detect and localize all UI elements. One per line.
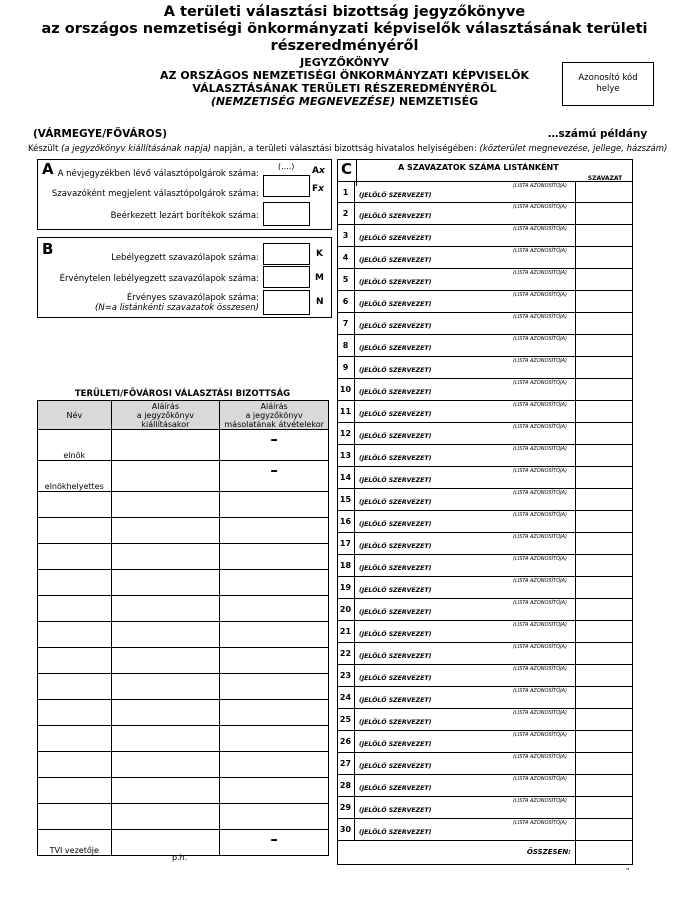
main-title-line: A területi választási bizottság jegyzőkönyve	[163, 4, 526, 20]
signature-issue-cell[interactable]	[111, 492, 220, 518]
vote-count-field[interactable]	[575, 401, 633, 423]
made-line	[28, 144, 667, 154]
committee-row	[38, 752, 329, 778]
vote-count-field[interactable]	[575, 533, 633, 555]
list-id-placeholder[interactable]: (LISTA AZONOSÍTÓJA)	[513, 248, 567, 254]
list-id-placeholder[interactable]: (LISTA AZONOSÍTÓJA)	[513, 710, 567, 716]
list-row-number: 15	[337, 489, 355, 511]
vote-count-field[interactable]	[575, 423, 633, 445]
committee-role	[38, 752, 112, 778]
code-f	[312, 184, 324, 194]
id-code-label: Azonosító kód	[578, 73, 638, 83]
nominating-org-placeholder[interactable]: (JELÖLŐ SZERVEZET)	[359, 653, 432, 660]
committee-row	[38, 804, 329, 830]
committee-row	[38, 461, 329, 492]
vote-count-field[interactable]	[575, 445, 633, 467]
nominating-org-placeholder[interactable]: (JELÖLŐ SZERVEZET)	[359, 609, 432, 616]
valid-ballots-label: Érvényes szavazólapok száma:	[126, 293, 259, 303]
list-id-placeholder[interactable]: (LISTA AZONOSÍTÓJA)	[513, 468, 567, 474]
committee-role	[38, 492, 112, 518]
committee-role	[38, 622, 112, 648]
nominating-org-placeholder[interactable]: (JELÖLŐ SZERVEZET)	[359, 279, 432, 286]
valid-ballots-field[interactable]	[263, 290, 310, 315]
committee-role	[38, 778, 112, 804]
nominating-org-placeholder[interactable]: (JELÖLŐ SZERVEZET)	[359, 389, 432, 396]
committee-role	[38, 596, 112, 622]
list-row-number: 26	[337, 731, 355, 753]
committee-title: TERÜLETI/FŐVÁROSI VÁLASZTÁSI BIZOTTSÁG	[74, 389, 291, 399]
committee-role	[38, 726, 112, 752]
list-row	[337, 379, 633, 401]
county-label: (VÁRMEGYE/FŐVÁROS)	[33, 128, 168, 140]
signature-issue-cell[interactable]	[111, 518, 220, 544]
list-row-number: 10	[337, 379, 355, 401]
section-a	[37, 159, 332, 230]
list-row-number: 25	[337, 709, 355, 731]
nationality-suffix: NEMZETISÉG	[395, 95, 479, 108]
vote-count-field[interactable]	[575, 775, 633, 797]
nominating-org-placeholder[interactable]: (JELÖLŐ SZERVEZET)	[359, 521, 432, 528]
list-row-number: 24	[337, 687, 355, 709]
signature-issue-cell[interactable]	[111, 804, 220, 830]
list-row-number: 14	[337, 467, 355, 489]
list-row-number: 17	[337, 533, 355, 555]
committee-header-signature-receipt: Aláírás a jegyzőkönyv másolatának átvételekor	[220, 401, 329, 430]
signature-receipt-cell[interactable]	[220, 596, 329, 622]
committee-row	[38, 570, 329, 596]
nominating-org-placeholder[interactable]: (JELÖLŐ SZERVEZET)	[359, 213, 432, 220]
committee-role: elnökhelyettes	[38, 461, 112, 492]
list-row	[337, 797, 633, 819]
signature-receipt-cell[interactable]	[220, 518, 329, 544]
vote-count-field[interactable]	[575, 577, 633, 599]
code-a-letter: A	[312, 166, 319, 176]
voters-appeared-field[interactable]	[263, 175, 310, 197]
list-id-placeholder[interactable]: (LISTA AZONOSÍTÓJA)	[513, 314, 567, 320]
sub-title-line: JEGYZŐKÖNYV	[300, 56, 389, 69]
committee-role	[38, 700, 112, 726]
list-row-number: 7	[337, 313, 355, 335]
list-row	[337, 489, 633, 511]
list-id-placeholder[interactable]: (LISTA AZONOSÍTÓJA)	[513, 732, 567, 738]
list-row-number: 11	[337, 401, 355, 423]
signature-receipt-cell[interactable]	[220, 830, 329, 856]
list-id-placeholder[interactable]: (LISTA AZONOSÍTÓJA)	[513, 776, 567, 782]
total-field[interactable]	[575, 841, 633, 865]
vote-count-field[interactable]	[575, 291, 633, 313]
nominating-org-placeholder[interactable]: (JELÖLŐ SZERVEZET)	[359, 301, 432, 308]
nominating-org-placeholder[interactable]: (JELÖLŐ SZERVEZET)	[359, 587, 432, 594]
signature-receipt-cell[interactable]	[220, 674, 329, 700]
list-row-number: 30	[337, 819, 355, 841]
vote-count-field[interactable]	[575, 511, 633, 533]
vote-count-field[interactable]	[575, 731, 633, 753]
committee-role	[38, 648, 112, 674]
vote-count-field[interactable]	[575, 489, 633, 511]
list-id-placeholder[interactable]: (LISTA AZONOSÍTÓJA)	[513, 644, 567, 650]
committee-table	[37, 400, 329, 856]
ph-label: p.h.	[172, 853, 188, 862]
vote-count-field[interactable]	[575, 687, 633, 709]
list-row	[337, 467, 633, 489]
nominating-org-placeholder[interactable]: (JELÖLŐ SZERVEZET)	[359, 631, 432, 638]
list-row	[337, 357, 633, 379]
vote-header: SZAVAZAT	[587, 175, 623, 182]
list-row-number: 22	[337, 643, 355, 665]
nominating-org-placeholder[interactable]: (JELÖLŐ SZERVEZET)	[359, 323, 432, 330]
list-row-number: 21	[337, 621, 355, 643]
stamped-ballots-field[interactable]	[263, 243, 310, 265]
nominating-org-placeholder[interactable]: (JELÖLŐ SZERVEZET)	[359, 741, 432, 748]
vote-count-field[interactable]	[575, 379, 633, 401]
signature-receipt-cell[interactable]	[220, 570, 329, 596]
committee-row	[38, 518, 329, 544]
committee-role	[38, 518, 112, 544]
list-id-placeholder[interactable]: (LISTA AZONOSÍTÓJA)	[513, 358, 567, 364]
committee-row	[38, 648, 329, 674]
list-row	[337, 181, 633, 203]
sub-title-line: AZ ORSZÁGOS NEMZETISÉGI ÖNKORMÁNYZATI KÉPVISELŐK	[160, 69, 529, 82]
id-code-label: helye	[596, 84, 620, 94]
nominating-org-placeholder[interactable]: (JELÖLŐ SZERVEZET)	[359, 345, 432, 352]
vote-count-field[interactable]	[575, 357, 633, 379]
made-place-placeholder: (közterület megnevezése, jellege, házszám)	[479, 144, 668, 154]
signature-receipt-cell[interactable]	[220, 622, 329, 648]
list-id-placeholder[interactable]: (LISTA AZONOSÍTÓJA)	[513, 380, 567, 386]
list-row	[337, 203, 633, 225]
vote-count-field[interactable]	[575, 182, 633, 204]
list-id-placeholder[interactable]: (LISTA AZONOSÍTÓJA)	[513, 820, 567, 826]
list-row-number: 3	[337, 225, 355, 247]
signature-receipt-cell[interactable]	[220, 752, 329, 778]
signature-receipt-cell[interactable]	[220, 804, 329, 830]
signature-issue-cell[interactable]	[111, 778, 220, 804]
list-id-placeholder[interactable]: (LISTA AZONOSÍTÓJA)	[513, 798, 567, 804]
signature-issue-cell[interactable]	[111, 752, 220, 778]
nominating-org-placeholder[interactable]: (JELÖLŐ SZERVEZET)	[359, 411, 432, 418]
main-title	[0, 4, 689, 55]
signature-issue-cell[interactable]	[111, 674, 220, 700]
list-row	[337, 753, 633, 775]
list-id-placeholder[interactable]: (LISTA AZONOSÍTÓJA)	[513, 754, 567, 760]
list-row-number: 16	[337, 511, 355, 533]
vote-count-field[interactable]	[575, 665, 633, 687]
section-c-letter: C	[341, 160, 353, 178]
code-a	[312, 166, 325, 176]
signature-receipt-cell[interactable]	[220, 544, 329, 570]
list-row	[337, 423, 633, 445]
list-row	[337, 335, 633, 357]
list-row	[337, 621, 633, 643]
sub-title-line: VÁLASZTÁSÁNAK TERÜLETI RÉSZEREDMÉNYÉRŐL	[192, 82, 497, 95]
committee-role: TVI vezetője	[38, 830, 112, 856]
vote-count-field[interactable]	[575, 753, 633, 775]
list-id-placeholder[interactable]: (LISTA AZONOSÍTÓJA)	[513, 556, 567, 562]
list-row	[337, 775, 633, 797]
nominating-org-placeholder[interactable]: (JELÖLŐ SZERVEZET)	[359, 499, 432, 506]
code-a-mark: x	[318, 166, 325, 176]
section-a-placeholder: (....)	[278, 162, 295, 171]
committee-row	[38, 596, 329, 622]
code-m: M	[315, 273, 324, 283]
committee-row	[38, 492, 329, 518]
vote-count-field[interactable]	[575, 819, 633, 841]
committee-row	[38, 778, 329, 804]
nominating-org-placeholder[interactable]: (JELÖLŐ SZERVEZET)	[359, 807, 432, 814]
list-row	[337, 269, 633, 291]
valid-ballots-note: (N=a listánkénti szavazatok összesen)	[95, 303, 259, 313]
list-id-placeholder[interactable]: (LISTA AZONOSÍTÓJA)	[513, 622, 567, 628]
list-id-placeholder[interactable]: (LISTA AZONOSÍTÓJA)	[513, 512, 567, 518]
copy-number-label: …számú példány	[548, 128, 648, 140]
nominating-org-placeholder[interactable]: (JELÖLŐ SZERVEZET)	[359, 477, 432, 484]
list-row-number: 27	[337, 753, 355, 775]
list-id-placeholder[interactable]: (LISTA AZONOSÍTÓJA)	[513, 292, 567, 298]
list-row	[337, 445, 633, 467]
made-prefix: Készült	[28, 144, 62, 154]
id-code-box	[562, 62, 654, 106]
list-row-number: 29	[337, 797, 355, 819]
vote-count-field[interactable]	[575, 709, 633, 731]
list-id-placeholder[interactable]: (LISTA AZONOSÍTÓJA)	[513, 578, 567, 584]
committee-row	[38, 430, 329, 461]
main-title-line: az országos nemzetiségi önkormányzati képviselők választásának területi	[41, 21, 648, 37]
nominating-org-placeholder[interactable]: (JELÖLŐ SZERVEZET)	[359, 565, 432, 572]
nominating-org-placeholder[interactable]: (JELÖLŐ SZERVEZET)	[359, 455, 432, 462]
code-f-letter: F	[312, 184, 319, 194]
list-row-number: 28	[337, 775, 355, 797]
list-id-placeholder[interactable]: (LISTA AZONOSÍTÓJA)	[513, 336, 567, 342]
committee-row	[38, 700, 329, 726]
nominating-org-placeholder[interactable]: (JELÖLŐ SZERVEZET)	[359, 543, 432, 550]
committee-role	[38, 804, 112, 830]
nominating-org-placeholder[interactable]: (JELÖLŐ SZERVEZET)	[359, 763, 432, 770]
code-n: N	[316, 297, 324, 307]
list-row-number: 8	[337, 335, 355, 357]
signature-issue-cell[interactable]	[111, 570, 220, 596]
committee-header-name: Név	[38, 401, 112, 430]
list-row	[337, 247, 633, 269]
signature-issue-cell[interactable]	[111, 461, 220, 492]
list-id-placeholder[interactable]: (LISTA AZONOSÍTÓJA)	[513, 402, 567, 408]
vote-count-field[interactable]	[575, 313, 633, 335]
nominating-org-placeholder[interactable]: (JELÖLŐ SZERVEZET)	[359, 257, 432, 264]
list-row-number: 4	[337, 247, 355, 269]
signature-issue-cell[interactable]	[111, 648, 220, 674]
signature-receipt-cell[interactable]	[220, 461, 329, 492]
registered-voters-label: A névjegyzékben lévő választópolgárok száma:	[57, 169, 259, 179]
list-id-placeholder[interactable]: (LISTA AZONOSÍTÓJA)	[513, 534, 567, 540]
list-row	[337, 731, 633, 753]
committee-role: elnök	[38, 430, 112, 461]
vote-count-field[interactable]	[575, 555, 633, 577]
signature-receipt-cell[interactable]	[220, 492, 329, 518]
list-row	[337, 643, 633, 665]
nominating-org-placeholder[interactable]: (JELÖLŐ SZERVEZET)	[359, 192, 432, 199]
list-row	[337, 665, 633, 687]
signature-receipt-cell[interactable]	[220, 778, 329, 804]
vote-count-field[interactable]	[575, 203, 633, 225]
invalid-ballots-field[interactable]	[263, 266, 310, 288]
vote-count-field[interactable]	[575, 269, 633, 291]
not-applicable-dash: –	[270, 461, 278, 479]
code-k: K	[316, 249, 323, 259]
list-row-number: 20	[337, 599, 355, 621]
signature-receipt-cell[interactable]	[220, 648, 329, 674]
signature-receipt-cell[interactable]	[220, 430, 329, 461]
list-id-placeholder[interactable]: (LISTA AZONOSÍTÓJA)	[513, 270, 567, 276]
list-row-number: 1	[337, 182, 355, 204]
made-date-placeholder: (a jegyzőkönyv kiállításának napja)	[61, 144, 212, 154]
section-b	[37, 237, 332, 318]
list-id-placeholder[interactable]: (LISTA AZONOSÍTÓJA)	[513, 226, 567, 232]
list-row	[337, 577, 633, 599]
nominating-org-placeholder[interactable]: (JELÖLŐ SZERVEZET)	[359, 235, 432, 242]
list-row-number: 23	[337, 665, 355, 687]
list-row	[337, 709, 633, 731]
list-row	[337, 291, 633, 313]
not-applicable-dash: –	[270, 430, 278, 448]
committee-row	[38, 622, 329, 648]
nominating-org-placeholder[interactable]: (JELÖLŐ SZERVEZET)	[359, 829, 432, 836]
signature-issue-cell[interactable]	[111, 430, 220, 461]
list-row-number: 19	[337, 577, 355, 599]
section-c-title: A SZAVAZATOK SZÁMA LISTÁNKÉNT	[398, 163, 559, 172]
committee-row	[38, 830, 329, 856]
signature-issue-cell[interactable]	[111, 596, 220, 622]
signature-issue-cell[interactable]	[111, 830, 220, 856]
main-title-line: részeredményéről	[270, 38, 419, 54]
list-row	[337, 599, 633, 621]
list-id-placeholder[interactable]: (LISTA AZONOSÍTÓJA)	[513, 600, 567, 606]
committee-row	[38, 674, 329, 700]
list-row-number: 9	[337, 357, 355, 379]
nominating-org-placeholder[interactable]: (JELÖLŐ SZERVEZET)	[359, 719, 432, 726]
list-row-number: 2	[337, 203, 355, 225]
committee-role	[38, 674, 112, 700]
vote-count-field[interactable]	[575, 621, 633, 643]
committee-row	[38, 726, 329, 752]
list-id-placeholder[interactable]: (LISTA AZONOSÍTÓJA)	[513, 183, 567, 189]
list-id-placeholder[interactable]: (LISTA AZONOSÍTÓJA)	[513, 666, 567, 672]
vote-count-field[interactable]	[575, 599, 633, 621]
nationality-placeholder: (NEMZETISÉG MEGNEVEZÉSE)	[210, 95, 396, 108]
sealed-envelopes-field[interactable]	[263, 202, 310, 226]
nominating-org-placeholder[interactable]: (JELÖLŐ SZERVEZET)	[359, 367, 432, 374]
committee-role	[38, 570, 112, 596]
list-id-placeholder[interactable]: (LISTA AZONOSÍTÓJA)	[513, 688, 567, 694]
nominating-org-placeholder[interactable]: (JELÖLŐ SZERVEZET)	[359, 433, 432, 440]
list-id-placeholder[interactable]: (LISTA AZONOSÍTÓJA)	[513, 490, 567, 496]
committee-header-signature-issue: Aláírás a jegyzőkönyv kiállításakor	[111, 401, 220, 430]
vote-count-field[interactable]	[575, 247, 633, 269]
list-row-number: 5	[337, 269, 355, 291]
vote-count-field[interactable]	[575, 643, 633, 665]
total-row	[337, 841, 633, 865]
list-id-placeholder[interactable]: (LISTA AZONOSÍTÓJA)	[513, 424, 567, 430]
list-row-number: 12	[337, 423, 355, 445]
committee-role	[38, 544, 112, 570]
vote-count-field[interactable]	[575, 467, 633, 489]
list-id-placeholder[interactable]: (LISTA AZONOSÍTÓJA)	[513, 446, 567, 452]
list-row-number: 13	[337, 445, 355, 467]
list-id-placeholder[interactable]: (LISTA AZONOSÍTÓJA)	[513, 204, 567, 210]
page-mark: "	[626, 867, 630, 875]
list-row	[337, 511, 633, 533]
list-row-number: 18	[337, 555, 355, 577]
list-row	[337, 687, 633, 709]
section-b-letter: B	[42, 240, 54, 258]
signature-issue-cell[interactable]	[111, 700, 220, 726]
code-f-mark: x	[318, 184, 324, 194]
signature-receipt-cell[interactable]	[220, 726, 329, 752]
voters-appeared-label: Szavazóként megjelent választópolgárok száma:	[51, 189, 259, 199]
section-a-letter: A	[42, 160, 54, 178]
committee-row	[38, 544, 329, 570]
vote-count-field[interactable]	[575, 225, 633, 247]
nominating-org-placeholder[interactable]: (JELÖLŐ SZERVEZET)	[359, 697, 432, 704]
signature-issue-cell[interactable]	[111, 544, 220, 570]
list-row	[337, 555, 633, 577]
signature-issue-cell[interactable]	[111, 622, 220, 648]
made-middle: napján, a területi választási bizottság hivatalos helyiségében:	[211, 144, 480, 154]
vote-count-field[interactable]	[575, 797, 633, 819]
list-row	[337, 225, 633, 247]
list-row	[337, 819, 633, 841]
list-row	[337, 533, 633, 555]
vote-count-field[interactable]	[575, 335, 633, 357]
sealed-envelopes-label: Beérkezett lezárt borítékok száma:	[110, 211, 259, 221]
signature-issue-cell[interactable]	[111, 726, 220, 752]
list-row	[337, 313, 633, 335]
nominating-org-placeholder[interactable]: (JELÖLŐ SZERVEZET)	[359, 785, 432, 792]
not-applicable-dash: –	[270, 830, 278, 848]
list-row-number: 6	[337, 291, 355, 313]
stamped-ballots-label: Lebélyegzett szavazólapok száma:	[111, 253, 259, 263]
total-label: ÖSSZESEN:	[526, 848, 571, 856]
nominating-org-placeholder[interactable]: (JELÖLŐ SZERVEZET)	[359, 675, 432, 682]
list-row	[337, 401, 633, 423]
signature-receipt-cell[interactable]	[220, 700, 329, 726]
invalid-ballots-label: Érvénytelen lebélyegzett szavazólapok száma:	[59, 274, 259, 284]
